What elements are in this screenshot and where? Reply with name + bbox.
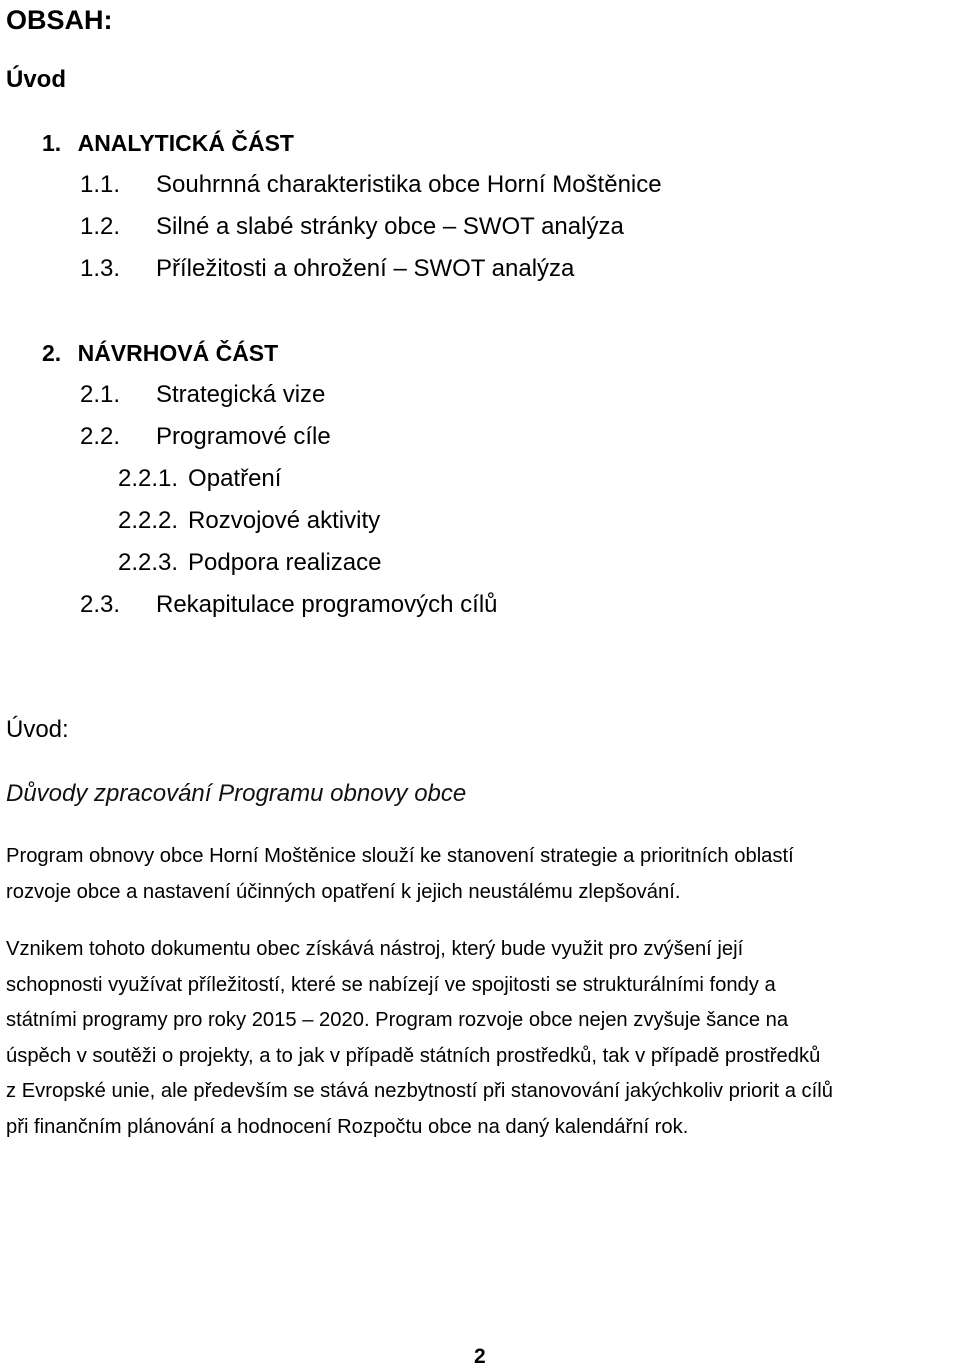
page-number: 2 [474,1345,486,1368]
toc-item-2-2[interactable] [80,420,331,454]
toc-item-1-3[interactable] [80,252,574,286]
toc-item-number: 2.2.1. [118,465,179,492]
paragraph-line: Program obnovy obce Horní Moštěnice slouží ke stanovení strategie a prioritních oblastí [6,845,794,867]
toc-item-title: Silné a slabé stránky obce – SWOT analýza [156,213,624,240]
toc-title: OBSAH: [6,5,113,35]
intro-heading: Úvod: [6,716,69,743]
toc-item-number: 2.2.3. [118,549,179,576]
toc-item-2-2-3[interactable] [118,546,382,580]
toc-item-number: 2.1. [80,381,121,408]
toc-section-analyticka[interactable] [42,126,294,160]
toc-item-number: 2.2. [80,423,121,450]
toc-item-number: 1.1. [80,171,121,198]
toc-item-2-2-2[interactable] [118,504,380,538]
toc-item-number: 1.3. [80,255,121,282]
toc-item-number: 2.3. [80,591,121,618]
toc-section-title: ANALYTICKÁ ČÁST [77,130,294,156]
paragraph-line: při finančním plánování a hodnocení Rozpočtu obce na daný kalendářní rok. [6,1115,689,1138]
toc-item-number: 1.2. [80,213,121,240]
toc-item-title: Strategická vize [156,381,326,408]
toc-item-2-3[interactable] [80,588,498,622]
toc-item-title: Programové cíle [156,423,331,450]
toc-item-title: Opatření [188,465,282,492]
toc-item-title: Souhrnná charakteristika obce Horní Moštěnice [156,171,662,198]
toc-item-2-1[interactable] [80,378,325,412]
intro-paragraph-2 [6,932,958,1145]
paragraph-line: z Evropské unie, ale především se stává nezbytností při stanovování jakýchkoliv priorit a cílů [6,1080,833,1102]
toc-item-2-2-1[interactable] [118,462,281,496]
paragraph-line: státními programy pro roky 2015 – 2020. Program rozvoje obce nejen zvyšuje šance na [6,1009,789,1031]
toc-item-title: Příležitosti a ohrožení – SWOT analýza [156,255,575,282]
toc-section-title: NÁVRHOVÁ ČÁST [77,340,279,366]
toc-item-title: Rekapitulace programových cílů [156,591,498,618]
toc-item-1-1[interactable] [80,168,662,202]
intro-paragraph-1 [6,839,958,910]
toc-section-number: 2. [42,340,62,366]
toc-section-number: 1. [42,130,62,156]
paragraph-line: Vznikem tohoto dokumentu obec získává nástroj, který bude využit pro zvýšení její [6,938,744,960]
intro-subtitle: Důvody zpracování Programu obnovy obce [6,780,467,807]
toc-item-1-2[interactable] [80,210,624,244]
toc-section-navrhova[interactable] [42,336,278,370]
paragraph-line: úspěch v soutěži o projekty, a to jak v případě státních prostředků, tak v případě prostředků [6,1044,821,1067]
toc-item-title: Podpora realizace [188,549,382,576]
paragraph-line: rozvoje obce a nastavení účinných opatření k jejich neustálému zlepšování. [6,880,681,903]
paragraph-line: schopnosti využívat příležitostí, které se nabízejí ve spojitosti se strukturálními fondy a [6,973,776,996]
toc-item-number: 2.2.2. [118,507,179,534]
toc-item-title: Rozvojové aktivity [188,507,381,534]
toc-intro-link[interactable]: Úvod [6,66,66,93]
